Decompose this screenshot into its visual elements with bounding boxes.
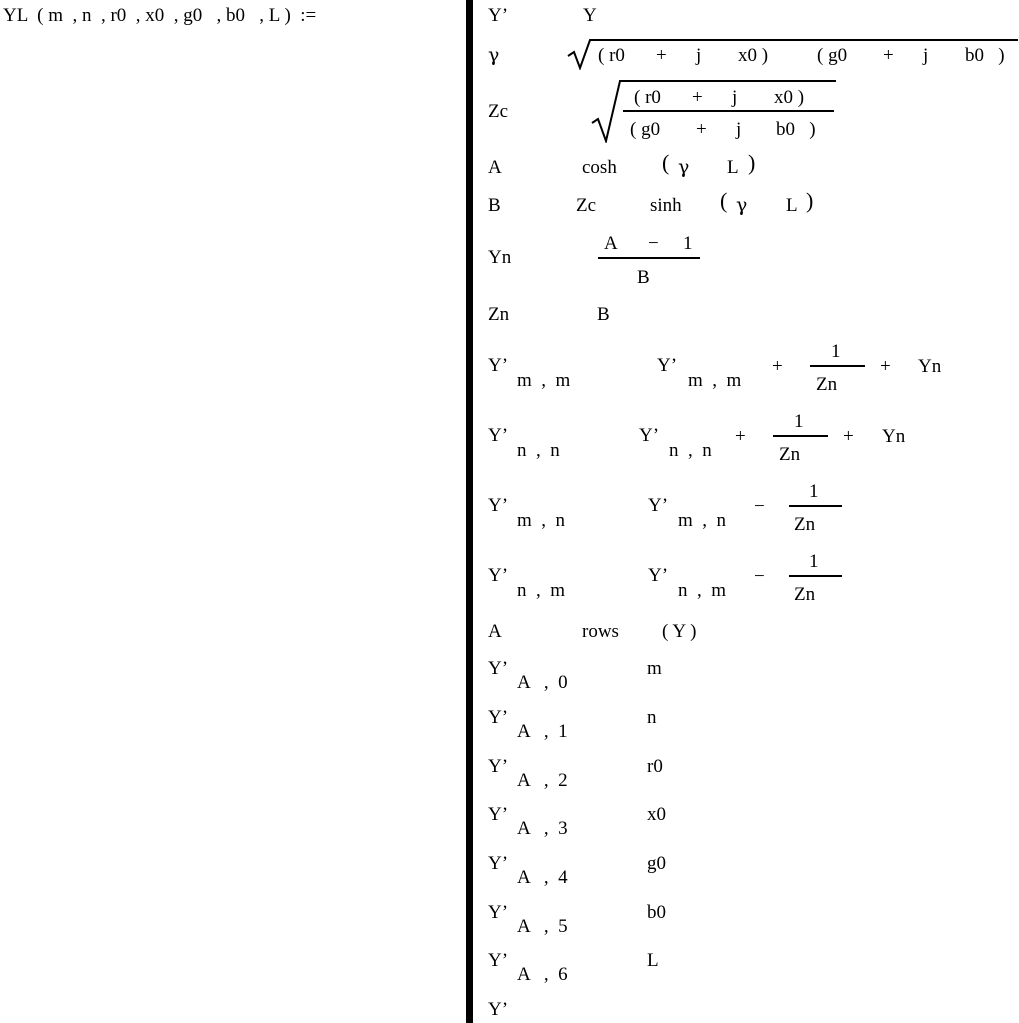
fraction-bar bbox=[773, 435, 828, 437]
stmt-9-op: + bbox=[735, 426, 746, 447]
stmt-9-term: Yn bbox=[882, 426, 906, 447]
stmt-3-num: j bbox=[732, 87, 738, 108]
stmt-3-den: b0 ) bbox=[776, 119, 816, 140]
stmt-1-rhs: Y bbox=[583, 5, 597, 26]
stmt-11-num: 1 bbox=[809, 551, 819, 572]
stmt-5-lhs: B bbox=[488, 195, 501, 216]
stmt-5-paren: ) bbox=[806, 188, 814, 213]
assign-value: x0 bbox=[647, 804, 666, 825]
stmt-6-num: A bbox=[604, 233, 618, 254]
stmt-3-op: + bbox=[692, 87, 703, 108]
stmt-6-op: − bbox=[648, 233, 659, 254]
stmt-3-op: + bbox=[696, 119, 707, 140]
stmt-5-func: sinh bbox=[650, 195, 682, 216]
assign-value: r0 bbox=[647, 756, 663, 777]
stmt-8-den: Zn bbox=[816, 374, 838, 395]
assign-lhs: Y’ bbox=[488, 756, 509, 777]
assign-value: b0 bbox=[647, 902, 666, 923]
stmt-3-num: ( r0 bbox=[634, 87, 661, 108]
fraction-bar bbox=[623, 110, 834, 112]
stmt-2-term: ( r0 bbox=[598, 45, 625, 66]
fraction-bar bbox=[789, 505, 842, 507]
stmt-2-lhs: γ bbox=[488, 44, 500, 66]
stmt-7-rhs: B bbox=[597, 304, 610, 325]
stmt-2-term: b0 ) bbox=[965, 45, 1005, 66]
stmt-5-arg: γ bbox=[736, 194, 748, 216]
stmt-10-term: Y’ bbox=[648, 495, 669, 516]
stmt-9-lhs: Y’ bbox=[488, 425, 509, 446]
stmt-4-lhs: A bbox=[488, 157, 502, 178]
stmt-11-den: Zn bbox=[794, 584, 816, 605]
stmt-5-arg: L bbox=[786, 195, 798, 216]
assign-sub: A , 6 bbox=[517, 964, 568, 985]
stmt-2-term: ( g0 bbox=[817, 45, 848, 66]
assign-sub: A , 1 bbox=[517, 721, 568, 742]
assign-lhs: Y’ bbox=[488, 707, 509, 728]
stmt-3-num: x0 ) bbox=[774, 87, 805, 108]
assign-lhs: Y’ bbox=[488, 950, 509, 971]
stmt-8-op: + bbox=[880, 356, 891, 377]
stmt-1-lhs: Y’ bbox=[488, 5, 509, 26]
stmt-4-arg: γ bbox=[678, 156, 690, 178]
program-bar bbox=[466, 0, 473, 1023]
stmt-8-num: 1 bbox=[831, 341, 841, 362]
stmt-6-lhs: Yn bbox=[488, 247, 512, 268]
stmt-4-arg: L bbox=[727, 157, 739, 178]
stmt-9-sub: n , n bbox=[517, 440, 560, 461]
stmt-5-term: Zc bbox=[576, 195, 597, 216]
function-definition: YL ( m , n , r0 , x0 , g0 , b0 , L ) := bbox=[3, 5, 317, 26]
stmt-8-lhs: Y’ bbox=[488, 355, 509, 376]
assign-sub: A , 4 bbox=[517, 867, 568, 888]
stmt-6-den: B bbox=[637, 267, 650, 288]
stmt-10-den: Zn bbox=[794, 514, 816, 535]
assign-sub: A , 2 bbox=[517, 770, 568, 791]
assign-lhs: Y’ bbox=[488, 658, 509, 679]
stmt-10-sub: m , n bbox=[517, 510, 566, 531]
stmt-12-func: rows bbox=[582, 621, 619, 642]
sqrt-radical-icon bbox=[566, 38, 1019, 70]
stmt-12-arg: ( Y ) bbox=[662, 621, 697, 642]
stmt-11-op: − bbox=[754, 566, 765, 587]
stmt-2-term: j bbox=[696, 45, 702, 66]
stmt-9-sub: n , n bbox=[669, 440, 712, 461]
fraction-bar bbox=[810, 365, 865, 367]
stmt-7-lhs: Zn bbox=[488, 304, 510, 325]
stmt-10-lhs: Y’ bbox=[488, 495, 509, 516]
fraction-bar bbox=[789, 575, 842, 577]
assign-value: g0 bbox=[647, 853, 666, 874]
stmt-2-op: + bbox=[656, 45, 667, 66]
assign-sub: A , 0 bbox=[517, 672, 568, 693]
assign-sub: A , 3 bbox=[517, 818, 568, 839]
stmt-4-paren: ) bbox=[748, 150, 756, 175]
stmt-10-op: − bbox=[754, 496, 765, 517]
stmt-12-lhs: A bbox=[488, 621, 502, 642]
stmt-11-term: Y’ bbox=[648, 565, 669, 586]
stmt-2-term: j bbox=[923, 45, 929, 66]
stmt-5-paren: ( bbox=[720, 188, 728, 213]
stmt-2-term: x0 ) bbox=[738, 45, 769, 66]
stmt-11-sub: n , m bbox=[517, 580, 566, 601]
assign-lhs: Y’ bbox=[488, 902, 509, 923]
return-value: Y’ bbox=[488, 999, 509, 1020]
stmt-9-num: 1 bbox=[794, 411, 804, 432]
stmt-9-term: Y’ bbox=[639, 425, 660, 446]
stmt-8-sub: m , m bbox=[517, 370, 571, 391]
stmt-9-op: + bbox=[843, 426, 854, 447]
assign-value: n bbox=[647, 707, 657, 728]
stmt-8-term: Yn bbox=[918, 356, 942, 377]
stmt-8-sub: m , m bbox=[688, 370, 742, 391]
stmt-3-lhs: Zc bbox=[488, 101, 509, 122]
stmt-4-paren: ( bbox=[662, 150, 670, 175]
assign-lhs: Y’ bbox=[488, 853, 509, 874]
stmt-6-num: 1 bbox=[683, 233, 693, 254]
stmt-3-den: ( g0 bbox=[630, 119, 661, 140]
stmt-8-term: Y’ bbox=[657, 355, 678, 376]
stmt-9-den: Zn bbox=[779, 444, 801, 465]
assign-value: m bbox=[647, 658, 662, 679]
assign-value: L bbox=[647, 950, 659, 971]
stmt-2-op: + bbox=[883, 45, 894, 66]
fraction-bar bbox=[598, 257, 700, 259]
stmt-11-sub: n , m bbox=[678, 580, 727, 601]
stmt-8-op: + bbox=[772, 356, 783, 377]
stmt-3-den: j bbox=[736, 119, 742, 140]
assign-lhs: Y’ bbox=[488, 804, 509, 825]
assign-sub: A , 5 bbox=[517, 916, 568, 937]
stmt-10-num: 1 bbox=[809, 481, 819, 502]
stmt-10-sub: m , n bbox=[678, 510, 727, 531]
stmt-4-func: cosh bbox=[582, 157, 617, 178]
stmt-11-lhs: Y’ bbox=[488, 565, 509, 586]
